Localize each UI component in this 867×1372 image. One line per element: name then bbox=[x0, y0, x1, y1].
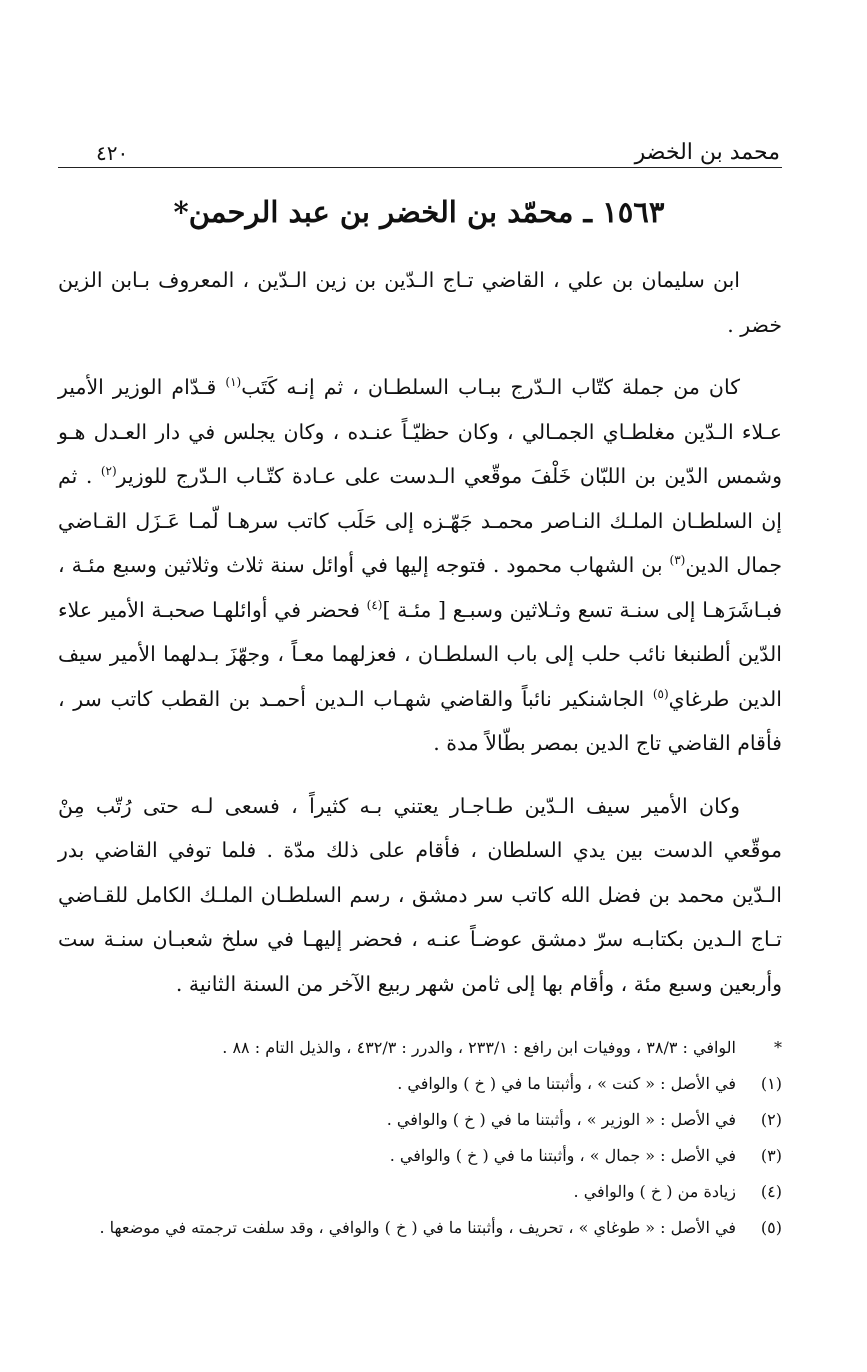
footnote-ref-1: (١) bbox=[225, 375, 242, 390]
footnote-source bbox=[60, 1030, 782, 1066]
text-segment: فحضر في أوائلهـا صحبـة الأمير علاء الدّين ألطنبغا نائب حلب إلى باب السلطـان ، فعزلهما معـاً ، وجهّزَ بـدلهما الأمير سيف الدين طرغاي bbox=[58, 597, 782, 711]
running-title: محمد بن الخضر bbox=[634, 140, 780, 165]
footnote-text: الوافي : ٣٨/٣ ، ووفيات ابن رافع : ٢٣٣/١ ، والدرر : ٤٣٢/٣ ، والذيل التام : ٨٨ . bbox=[222, 1038, 736, 1057]
text-segment: قـدّام الوزير الأمير عـلاء الـدّين مغلطـاي الجمـالي ، وكان حظيّـاً عنـده ، وكان يجلس في دار العـدل هـو وشمس الدّين بن اللبّان خَلْفَ موقّعي الـدست على عـادة كتّـاب الـدّرج للوزير bbox=[58, 375, 782, 488]
footnote-mark: (٢) bbox=[760, 1110, 782, 1129]
footnote-ref-4: (٤) bbox=[366, 597, 383, 612]
footnote-text: في الأصل : « جمال » ، وأثبتنا ما في ( خ ) والوافي . bbox=[389, 1146, 736, 1165]
text-segment: . ثم إن السلطـان الملـك النـاصر محمـد جَهّـزه إلى حَلَب كاتب سرهـا لّمـا عَـزَل القـاضي جمال الدين bbox=[58, 464, 782, 577]
footnote-text: في الأصل : « الوزير » ، وأثبتنا ما في ( خ ) والوافي . bbox=[386, 1110, 736, 1129]
text-segment: ابن سليمان بن علي ، القاضي تـاج الـدّين بن زين الـدّين ، المعروف بـابن الزين خضر . bbox=[58, 268, 782, 337]
paragraph-3 bbox=[58, 784, 782, 1007]
text-segment: بن الشهاب محمود . فتوجه إليها في أوائل سنة ثلاث وثلاثين وسبع مئـة ، فبـاشَرَهـا إلى سنـة تسع وثـلاثين وسبـع [ مئـة ] bbox=[58, 553, 782, 622]
page-number: ٤٢٠ bbox=[96, 141, 129, 165]
footnote-ref-5: (٥) bbox=[652, 686, 669, 701]
footnote-ref-2: (٢) bbox=[100, 464, 117, 479]
header-rule bbox=[58, 167, 782, 168]
footnote-text: في الأصل : « طوغاي » ، تحريف ، وأثبتنا ما في ( خ ) والوافي ، وقد سلفت ترجمته في موضعها . bbox=[99, 1218, 736, 1237]
text-segment: وكان الأمير سيف الـدّين طـاجـار يعتني بـه كثيراً ، فسعى لـه حتى رُتّب مِنْ موقّعي الدست بين يدي السلطان ، فأقام على ذلك مدّة . فلما توفي القاضي بدر الـدّين محمد بن فضل الله كاتب سر دمشق ، رسم السلطـان الملـك الكامل للقـاضي تـاج الـدين بكتابـه سرّ دمشق عوضـاً عنـه ، فحضر إليهـا في سلخ شعبـان سنـة ست وأربعين وسبع مئة ، وأقام بها إلى ثامن شهر ربيع الآخر من السنة الثانية . bbox=[58, 793, 782, 996]
footnote-ref-3: (٣) bbox=[669, 553, 686, 568]
footnote-mark: (١) bbox=[760, 1074, 782, 1093]
text-segment: كان من جملة كتّاب الـدّرج ببـاب السلطـان ، ثم إنـه كَتَب bbox=[241, 375, 740, 399]
footnote-mark: (٣) bbox=[760, 1146, 782, 1165]
text-segment: الجاشنكير نائباً والقاضي شهـاب الـدين أحمـد بن القطب كاتب سر ، فأقام القاضي تاج الدين بمصر بطّالاً مدة . bbox=[58, 686, 782, 755]
paragraph-2 bbox=[58, 365, 782, 766]
entry-body bbox=[58, 258, 782, 1006]
footnote-mark: * bbox=[774, 1038, 782, 1057]
footnote-mark: (٤) bbox=[760, 1182, 782, 1201]
footnote-2 bbox=[60, 1102, 782, 1138]
paragraph-1 bbox=[58, 258, 782, 347]
footnote-1 bbox=[60, 1066, 782, 1102]
footnotes bbox=[60, 1030, 782, 1246]
footnote-text: في الأصل : « كنت » ، وأثبتنا ما في ( خ ) والوافي . bbox=[397, 1074, 736, 1093]
entry-title: ١٥٦٣ ـ محمّد بن الخضر بن عبد الرحمن* bbox=[173, 195, 665, 229]
footnote-3 bbox=[60, 1138, 782, 1174]
footnote-mark: (٥) bbox=[760, 1218, 782, 1237]
footnote-5 bbox=[60, 1210, 782, 1246]
footnote-text: زيادة من ( خ ) والوافي . bbox=[573, 1182, 736, 1201]
footnote-4 bbox=[60, 1174, 782, 1210]
